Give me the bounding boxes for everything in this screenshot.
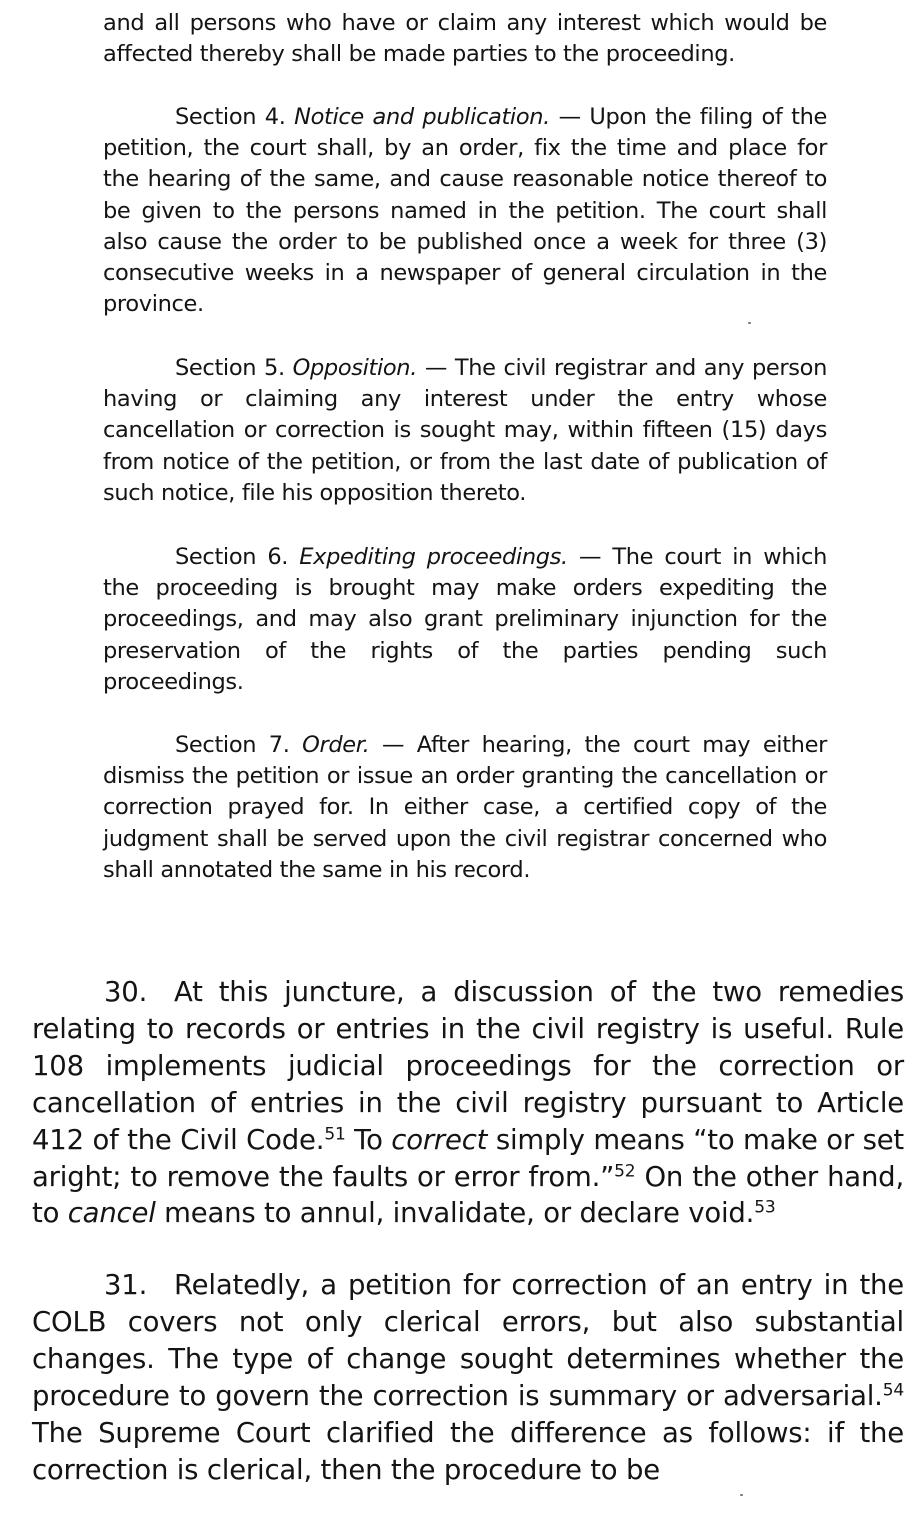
section-7-title: Order. xyxy=(302,732,370,758)
section-6-body: The court in which the proceeding is brought may make orders expediting the proceedings, and may also grant preliminary injunction for the preservation of the rights of the parties pending such proceedings. xyxy=(103,544,827,695)
footnote-ref-54: 54 xyxy=(882,1380,904,1401)
term-cancel: cancel xyxy=(67,1197,156,1230)
section-4-dash: — xyxy=(558,104,581,130)
section-7-dash: — xyxy=(382,732,405,758)
section-5-dash: — xyxy=(424,355,448,381)
section-6-dash: — xyxy=(579,544,602,570)
section-7-body: After hearing, the court may either dismiss the petition or issue an order granting the cancellation or correction prayed for. In either case, a certified copy of the judgment shall be served upon the civil registrar concerned who shall annotated the same in his record. xyxy=(103,732,827,883)
scan-speck xyxy=(748,322,751,324)
section-4-label: Section 4. xyxy=(175,104,286,130)
paragraph-30-text-3: simply means “to make or set aright; to remove the faults or error from.” xyxy=(32,1123,904,1193)
section-5 xyxy=(103,353,827,509)
paragraph-30-text-5: means to annul, invalidate, or declare void. xyxy=(155,1197,755,1230)
section-5-title: Opposition. xyxy=(292,355,418,381)
rule-text-fragment xyxy=(103,8,827,70)
paragraph-30-text-4: On the other hand, to xyxy=(32,1160,904,1230)
section-6 xyxy=(103,542,827,698)
section-6-label: Section 6. xyxy=(175,544,289,570)
paragraph-30 xyxy=(32,974,904,1232)
paragraph-31-text-1: Relatedly, a petition for correction of an entry in the COLB covers not only clerical errors, but also substantial changes. The type of change sought determines whether the procedure to govern the correction is summary or adversarial. xyxy=(32,1269,904,1412)
section-4-body: Upon the filing of the petition, the court shall, by an order, fix the time and place for the hearing of the same, and cause reasonable notice thereof to be given to the persons named in the petition. The court shall also cause the order to be published once a week for three (3) consecutive weeks in a newspaper of general circulation in the province. xyxy=(103,104,827,318)
section-4 xyxy=(103,102,827,320)
term-correct: correct xyxy=(391,1123,488,1156)
section-7-label: Section 7. xyxy=(175,732,290,758)
footnote-ref-52: 52 xyxy=(614,1161,636,1182)
section-6-title: Expediting proceedings. xyxy=(299,544,568,570)
footnote-ref-53: 53 xyxy=(754,1198,776,1219)
paragraph-31 xyxy=(32,1267,904,1488)
section-5-label: Section 5. xyxy=(175,355,285,381)
paragraph-30-number: 30. xyxy=(104,976,148,1008)
footnote-ref-51: 51 xyxy=(324,1124,346,1145)
section-7 xyxy=(103,730,827,886)
paragraph-31-number: 31. xyxy=(104,1269,148,1301)
paragraph-31-text-2: The Supreme Court clarified the difference as follows: if the correction is clerical, then the procedure to be xyxy=(32,1416,904,1486)
scan-speck xyxy=(740,1494,743,1496)
paragraph-30-text-2: To xyxy=(345,1123,392,1156)
section-4-title: Notice and publication. xyxy=(294,104,550,130)
section-5-body: The civil registrar and any person having or claiming any interest under the entry whose cancellation or correction is sought may, within fifteen (15) days from notice of the petition, or from the last date of publication of such notice, file his opposition thereto. xyxy=(103,355,827,506)
paragraph-30-text-1: At this juncture, a discussion of the two remedies relating to records or entries in the civil registry is useful. Rule 108 implements judicial proceedings for the correction or cancellation of entries in the civil registry pursuant to Article 412 of the Civil Code. xyxy=(32,976,904,1156)
fragment-text: and all persons who have or claim any interest which would be affected thereby shall be made parties to the proceeding. xyxy=(103,10,827,68)
